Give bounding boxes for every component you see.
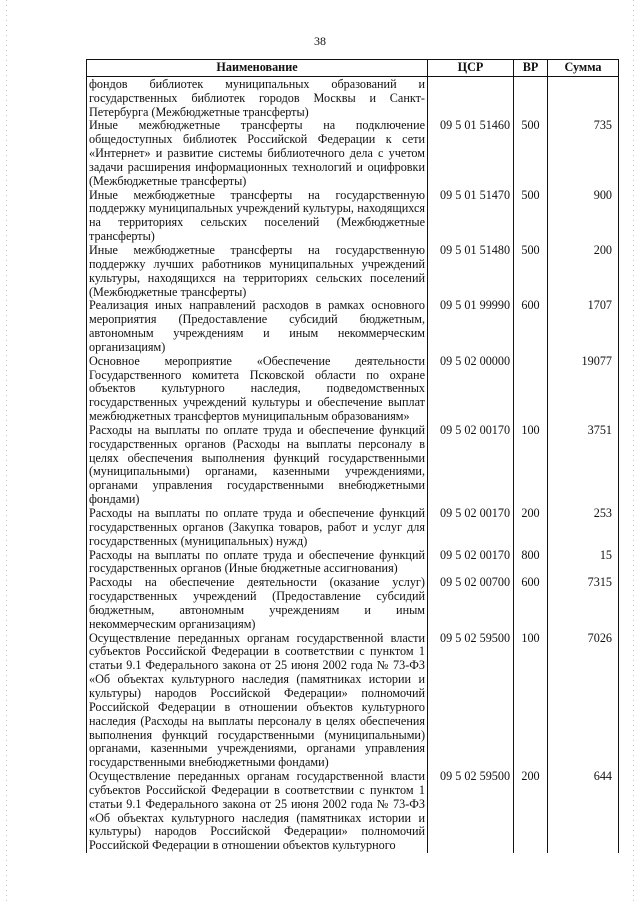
- row-csr: 09 5 01 51460: [428, 119, 514, 188]
- table-row: [87, 76, 619, 119]
- row-vr: 500: [514, 244, 548, 299]
- row-csr: 09 5 01 51480: [428, 244, 514, 299]
- row-vr: [514, 355, 548, 424]
- row-sum: 15: [548, 549, 619, 577]
- row-sum: 735: [548, 119, 619, 188]
- table-row: [87, 355, 619, 424]
- table-row: [87, 549, 619, 577]
- row-sum: 200: [548, 244, 619, 299]
- row-csr: 09 5 02 00000: [428, 355, 514, 424]
- row-name: Расходы на выплаты по оплате труда и обеспечение функций государственных органов (Расходы на выплаты персоналу в целях обеспечения выполнения функций государственными (муниципальными) органами, казенными учреждениями, органами управления государственными внебюджетными фондами): [89, 422, 425, 507]
- table-row: [87, 770, 619, 853]
- row-csr: 09 5 02 59500: [428, 770, 514, 853]
- row-vr: 500: [514, 119, 548, 188]
- row-name: Расходы на обеспечение деятельности (оказание услуг) государственных учреждений (Предоставление субсидий бюджетным, автономным учреждениям и иным некоммерческим организациям): [89, 575, 425, 631]
- row-name: Расходы на выплаты по оплате труда и обеспечение функций государственных органов (Иные бюджетные ассигнования): [89, 547, 425, 576]
- row-vr: 500: [514, 189, 548, 244]
- header-sum: Сумма: [548, 60, 619, 77]
- row-sum: 19077: [548, 355, 619, 424]
- row-name: Осуществление переданных органам государственной власти субъектов Российской Федерации в соответствии с пунктом 1 статьи 9.1 Федерального закона от 25 июня 2002 года № 73-ФЗ «Об объектах культурного наследия (памятниках истории и культуры) народов Российской Федерации» полномочий Российской Федерации в отношении объектов культурного наследия (Расходы на выплаты персоналу в целях обеспечения выполнения функций государственными (муниципальными) органами, казенными учреждениями, органами управления государственными внебюджетными фондами): [89, 630, 425, 770]
- row-sum: 900: [548, 189, 619, 244]
- header-csr: ЦСР: [428, 60, 514, 77]
- row-name: Реализация иных направлений расходов в рамках основного мероприятия (Предоставление субсидий бюджетным, автономным учреждениям и иным некоммерческим организациям): [89, 298, 425, 354]
- row-vr: 100: [514, 632, 548, 770]
- row-csr: 09 5 01 51470: [428, 189, 514, 244]
- row-sum: 253: [548, 507, 619, 549]
- row-vr: 200: [514, 507, 548, 549]
- row-vr: 800: [514, 549, 548, 577]
- row-sum: [548, 76, 619, 119]
- row-csr: 09 5 02 59500: [428, 632, 514, 770]
- table-header-row: [87, 60, 619, 77]
- row-csr: 09 5 02 00170: [428, 549, 514, 577]
- scan-edge-left: [6, 0, 7, 905]
- budget-table: [86, 59, 619, 853]
- row-csr: 09 5 01 99990: [428, 299, 514, 354]
- row-sum: 1707: [548, 299, 619, 354]
- table-row: [87, 299, 619, 354]
- row-sum: 7026: [548, 632, 619, 770]
- row-csr: 09 5 02 00700: [428, 576, 514, 631]
- table-row: [87, 424, 619, 507]
- row-name: Осуществление переданных органам государственной власти субъектов Российской Федерации в соответствии с пунктом 1 статьи 9.1 Федерального закона от 25 июня 2002 года № 73-ФЗ «Об объектах культурного наследия (памятниках истории и культуры) народов Российской Федерации» полномочий Российской Федерации в отношении объектов культурного: [89, 769, 425, 853]
- table-row: [87, 189, 619, 244]
- row-sum: 644: [548, 770, 619, 853]
- row-sum: 7315: [548, 576, 619, 631]
- row-vr: 600: [514, 299, 548, 354]
- row-csr: 09 5 02 00170: [428, 507, 514, 549]
- row-name: Иные межбюджетные трансферты на государственную поддержку муниципальных учреждений культуры, находящихся на территориях сельских поселений (Межбюджетные трансферты): [89, 187, 425, 244]
- row-vr: 100: [514, 424, 548, 507]
- table-row: [87, 244, 619, 299]
- row-vr: 200: [514, 770, 548, 853]
- row-name: Основное мероприятие «Обеспечение деятельности Государственного комитета Псковской области по охране объектов культурного наследия, подведомственных государственных учреждений культуры и обеспечение выплат межбюджетных трансфертов муниципальным образованиям»: [89, 353, 425, 424]
- row-vr: 600: [514, 576, 548, 631]
- table-row: [87, 119, 619, 188]
- row-name: Расходы на выплаты по оплате труда и обеспечение функций государственных органов (Закупка товаров, работ и услуг для государственных (муниципальных) нужд): [89, 506, 425, 548]
- table-row: [87, 576, 619, 631]
- row-name: Иные межбюджетные трансферты на подключение общедоступных библиотек Российской Федерации к сети «Интернет» и развитие системы библиотечного дела с учетом задачи расширения информационных технологий и оцифровки (Межбюджетные трансферты): [89, 118, 425, 188]
- table-row: [87, 507, 619, 549]
- header-name: Наименование: [87, 60, 428, 77]
- row-name: Иные межбюджетные трансферты на государственную поддержку лучших работников муниципальных учреждений культуры, находящихся на территориях сельских поселений (Межбюджетные трансферты): [89, 242, 425, 299]
- row-csr: 09 5 02 00170: [428, 424, 514, 507]
- header-vr: ВР: [514, 60, 548, 77]
- table-row: [87, 632, 619, 770]
- row-name: фондов библиотек муниципальных образований и государственных библиотек городов Москвы и Санкт-Петербурга (Межбюджетные трансферты): [89, 76, 425, 119]
- scan-edge-right: [633, 0, 634, 905]
- row-vr: [514, 76, 548, 119]
- page-number: 38: [314, 34, 326, 48]
- row-csr: [428, 76, 514, 119]
- row-sum: 3751: [548, 424, 619, 507]
